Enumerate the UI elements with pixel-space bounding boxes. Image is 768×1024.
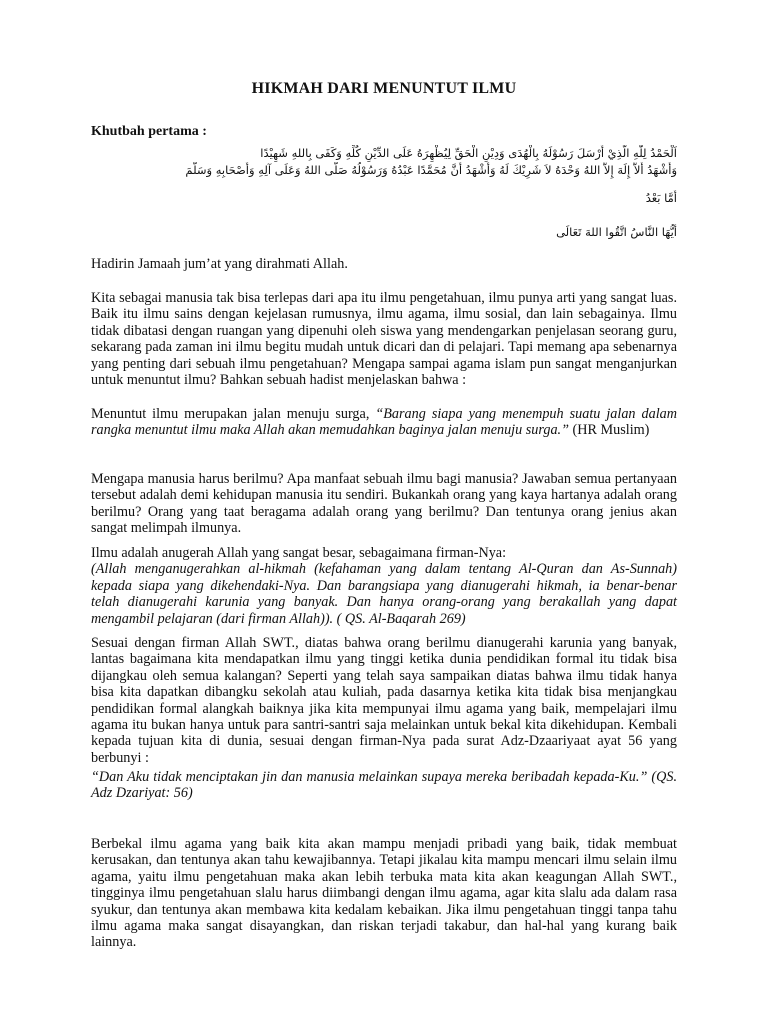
paragraph-formal-education: Sesuai dengan firman Allah SWT., diatas bahwa orang berilmu dianugerahi karunia yang banyak, lantas bagaimana kita mendapatkan ilmu yang tinggi ketika dunia pendidikan formal itu tidak bisa dijangkau oleh semua kalangan? Seperti yang telah saya sampaikan diatas bahwa ilmu tidak hanya bisa kita dapatkan dibangku sekolah atau kuliah, pada dasarnya ketika kita tidak bisa menjangkau pendidikan formal alangkah baiknya jika kita mempunyai ilmu agama yang baik, mempelajari ilmu agama itu bukan hanya untuk para santri-santri saja melainkan untuk bekal kita dikehidupan. Kembali kepada tujuan kita di dunia, sesuai dengan firman-Nya pada surat Adz-Dzaariyaat ayat 56 yang berbunyi : — [91, 635, 677, 766]
paragraph-conclusion: Berbekal ilmu agama yang baik kita akan mampu menjadi pribadi yang baik, tidak membuat kerusakan, dan tentunya akan tahu kewajibannya. Tetapi jikalau kita mampu mencari ilmu selain ilmu agama, yaitu ilmu pengetahuan maka akan lebih terbuka mata kita akan keagungan Allah SWT., tingginya ilmu pengetahuan slalu harus diimbangi dengan ilmu agama, agar kita slalu ada dalam rasa syukur, dan tentunya akan membawa kita kedalam kebaikan. Jika ilmu pengetahuan tinggi tanpa tahu ilmu agama maka sangat disayangkan, dan riskan terjadi takabur, dan hal-hal yang kurang baik lainnya. — [91, 836, 677, 951]
hadith-quote: “Barang siapa yang menempuh suatu jalan dalam rangka menuntut ilmu maka Allah akan memudahkan baginya jalan menuju surga.” — [91, 406, 677, 439]
paragraph-why-knowledge: Mengapa manusia harus berilmu? Apa manfaat sebuah ilmu bagi manusia? Jawaban semua pertanyaan tersebut adalah demi kehidupan manusia itu sendiri. Bukankah orang yang kaya hartanya adalah orang berilmu? Orang yang taat beragama adalah orang yang berilmu? Dan tentunya orang jenius akan sangat melimpah ilmunya. — [91, 471, 677, 537]
page-title: HIKMAH DARI MENUNTUT ILMU — [251, 80, 517, 97]
paragraph-quran-verse — [91, 545, 677, 627]
adz-dzariyat-quote: “Dan Aku tidak menciptakan jin dan manusia melainkan supaya mereka beribadah kepada-Ku.” (QS. Adz Dzariyat: 56) — [91, 769, 677, 802]
arabic-taqwa-call: أَيُّهَا النَّاسُ اتَّقُوا اللهَ تَعَالَى — [556, 225, 677, 239]
paragraph-hadith — [91, 406, 677, 439]
arabic-opening-line-2: وَأَشْهَدُ أَلاَّ إِلَهَ إِلاَّ اللهُ وَحْدَهُ لاَ شَرِيْكَ لَهُ وَأَشْهَدُ أَنَّ مُحَمَّدًا عَبْدُهُ وَرَسُوْلُهُ صَلَّى اللهُ وَعَلَى آلِهِ وَأَصْحَابِهِ وَسَلَّمَ — [185, 163, 677, 177]
paragraph-ilmu-pengetahuan: Kita sebagai manusia tak bisa terlepas dari apa itu ilmu pengetahuan, ilmu punya arti yang sangat luas. Baik itu ilmu sains dengan kejelasan rumusnya, ilmu agama, ilmu sosial, dan lain sebagainya. Ilmu tidak dibatasi dengan ruangan yang dipenuhi oleh siswa yang mendengarkan penjelasan seorang guru, sekarang pada zaman ini ilmu begitu mudah untuk dicari dan di pelajari. Tapi memang apa sebenarnya yang penting dari sebuah ilmu pengetahuan? Mengapa sampai agama islam pun sangat menganjurkan untuk menuntut ilmu? Bahkan sebuah hadist menjelaskan bahwa : — [91, 290, 677, 389]
verse-lead: Ilmu adalah anugerah Allah yang sangat besar, sebagaimana firman-Nya: — [91, 545, 507, 561]
greeting-paragraph: Hadirin Jamaah jum’at yang dirahmati Allah. — [91, 256, 348, 272]
hadith-lead: Menuntut ilmu merupakan jalan menuju surga, — [91, 406, 376, 422]
hadith-source: (HR Muslim) — [569, 422, 650, 439]
verse-quote: (Allah menganugerahkan al-hikmah (kefahaman yang dalam tentang Al-Quran dan As-Sunnah) kepada siapa yang dikehendaki-Nya. Dan barangsiapa yang dianugerahi hikmah, ia benar-benar telah dianugerahi karunia yang banyak. Dan hanya orang-orang yang berakallah yang dapat mengambil pelajaran (dari firman Allah)). ( QS. Al-Baqarah 269) — [91, 561, 677, 627]
arabic-opening-line-1: اَلْحَمْدُ لِلّٰهِ الَّذِيْ أَرْسَلَ رَسُوْلَهُ بِالْهُدَى وَدِيْنِ الْحَقِّ لِيُظْهِرَهُ عَلَى الدِّيْنِ كُلِّهِ وَكَفَى بِاللهِ شَهِيْدًا — [260, 146, 677, 160]
arabic-amma-badu: أَمَّا بَعْدُ — [645, 191, 677, 205]
section-heading: Khutbah pertama : — [91, 124, 207, 139]
